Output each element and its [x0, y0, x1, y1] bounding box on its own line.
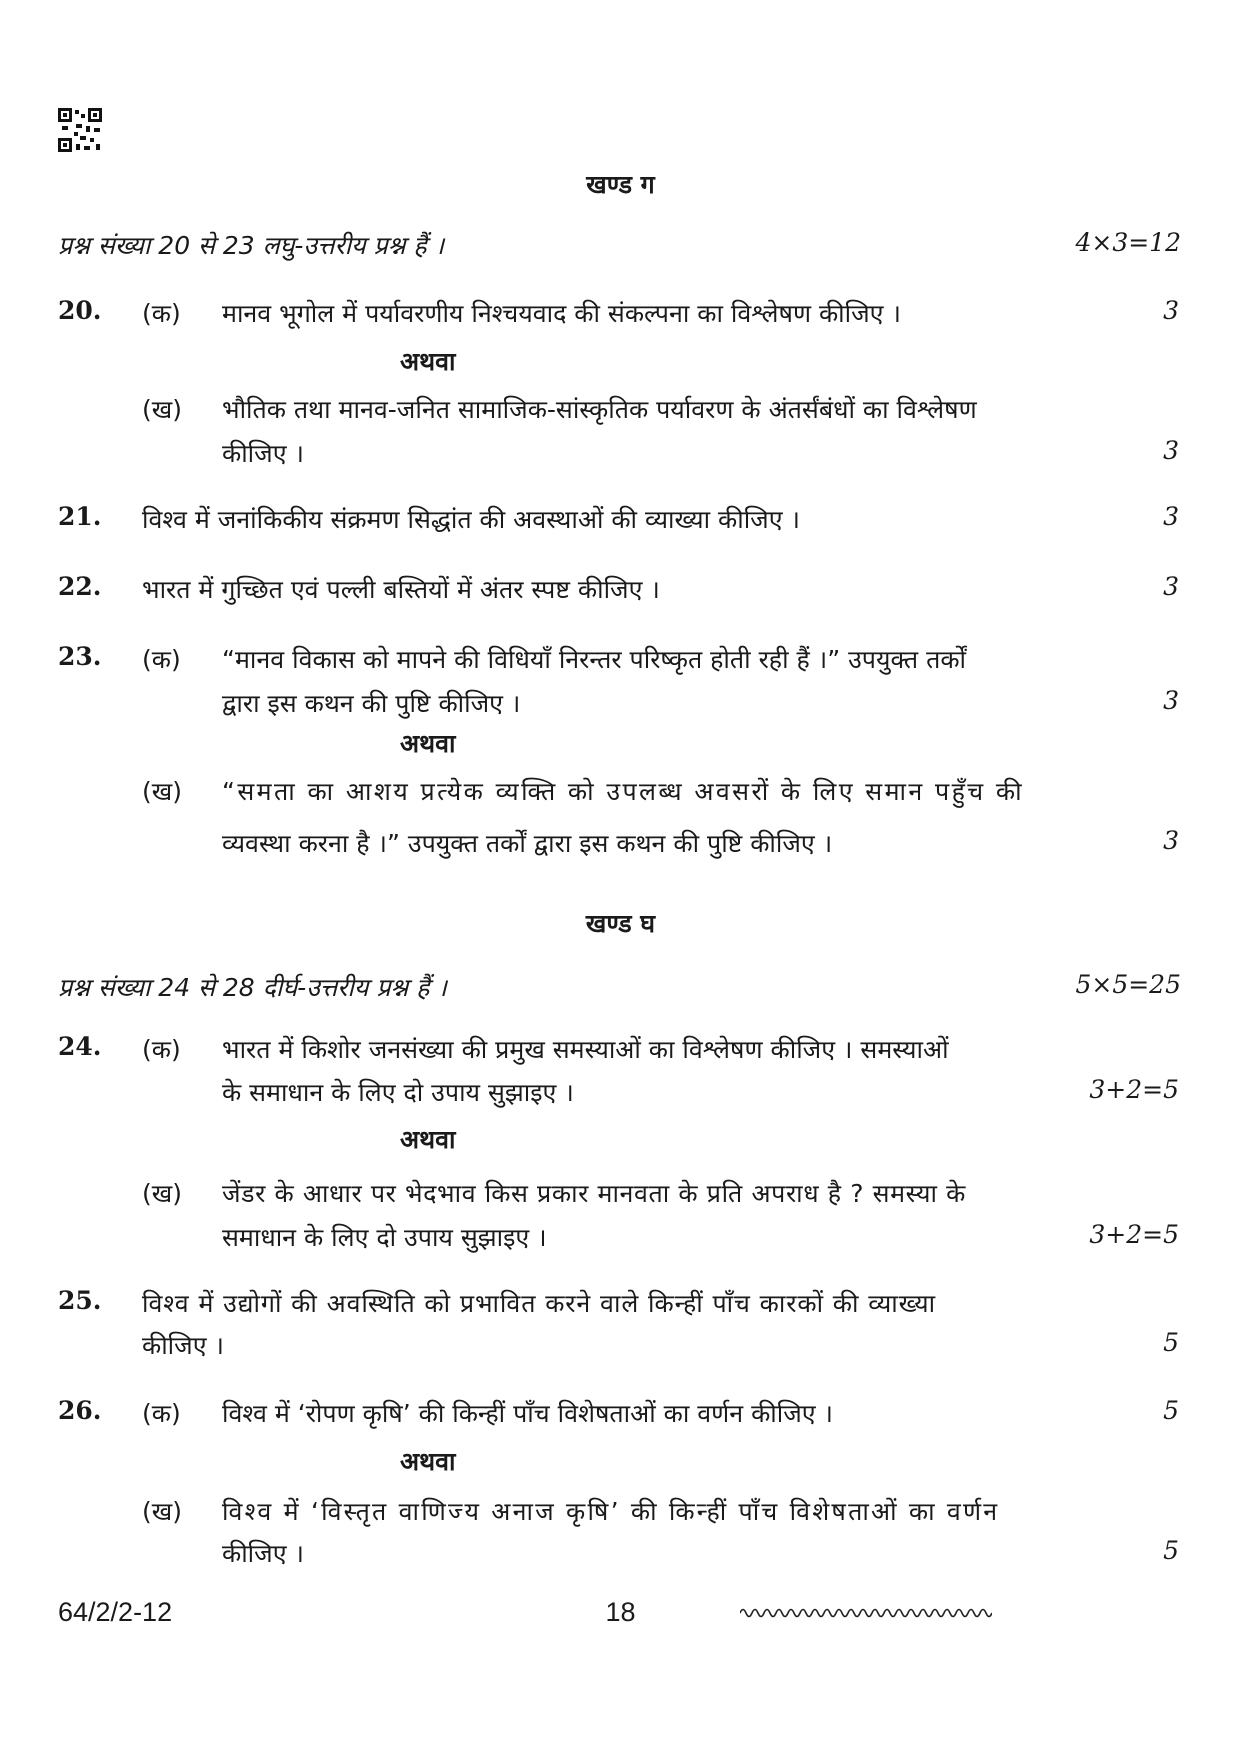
option-label: (क) — [142, 1399, 181, 1428]
question-marks: 3+2=5 — [1089, 1220, 1179, 1249]
section-c-heading: खण्ड ग — [586, 170, 655, 199]
question-text: कीजिए । — [222, 1539, 304, 1568]
question-text: विश्व में उद्योगों की अवस्थिति को प्रभावित करने वाले किन्हीं पाँच कारकों की व्याख्या — [142, 1289, 937, 1318]
question-number: 22. — [58, 572, 102, 601]
section-d-marks: 5×5=25 — [1075, 970, 1181, 999]
question-marks: 3 — [1163, 686, 1179, 715]
or-label: अथवा — [400, 729, 456, 758]
question-text: भारत में किशोर जनसंख्या की प्रमुख समस्याओं का विश्लेषण कीजिए । समस्याओं — [222, 1035, 949, 1064]
question-number: 24. — [58, 1032, 102, 1061]
question-text: भौतिक तथा मानव-जनित सामाजिक-सांस्कृतिक पर्यावरण के अंतर्संबंधों का विश्लेषण — [222, 395, 977, 424]
question-text: भारत में गुच्छित एवं पल्ली बस्तियों में अंतर स्पष्ट कीजिए । — [142, 575, 660, 604]
question-text: जेंडर के आधार पर भेदभाव किस प्रकार मानवता के प्रति अपराध है ? समस्या के — [222, 1179, 966, 1208]
question-text: कीजिए । — [142, 1331, 224, 1360]
option-label: (ख) — [142, 777, 182, 806]
question-marks: 5 — [1163, 1328, 1179, 1357]
question-text: मानव भूगोल में पर्यावरणीय निश्चयवाद की संकल्पना का विश्लेषण कीजिए । — [222, 299, 901, 328]
question-text: कीजिए । — [222, 439, 304, 468]
question-number: 26. — [58, 1396, 102, 1425]
option-label: (क) — [142, 1035, 181, 1064]
question-text: “मानव विकास को मापने की विधियाँ निरन्तर परिष्कृत होती रही हैं ।” उपयुक्त तर्कों — [222, 645, 967, 674]
question-text: “समता का आशय प्रत्येक व्यक्ति को उपलब्ध अवसरों के लिए समान पहुँच की — [222, 777, 1024, 806]
question-text: विश्व में ‘विस्तृत वाणिज्य अनाज कृषि’ की किन्हीं पाँच विशेषताओं का वर्णन — [222, 1497, 1000, 1526]
option-label: (क) — [142, 645, 181, 674]
question-text: विश्व में जनांकिकीय संक्रमण सिद्धांत की अवस्थाओं की व्याख्या कीजिए । — [142, 505, 800, 534]
question-marks: 3 — [1163, 502, 1179, 531]
question-marks: 3+2=5 — [1089, 1075, 1179, 1104]
question-text: व्यवस्था करना है ।” उपयुक्त तर्कों द्वारा इस कथन की पुष्टि कीजिए । — [222, 829, 833, 858]
option-label: (ख) — [142, 395, 182, 424]
question-marks: 3 — [1163, 572, 1179, 601]
or-label: अथवा — [400, 1125, 456, 1154]
question-number: 25. — [58, 1286, 102, 1315]
section-d-instruction-text: प्रश्न संख्या 24 से 28 दीर्घ-उत्तरीय प्रश्न हैं । — [58, 973, 447, 1002]
question-text: विश्व में ‘रोपण कृषि’ की किन्हीं पाँच विशेषताओं का वर्णन कीजिए । — [222, 1399, 834, 1428]
section-c-instruction-text: प्रश्न संख्या 20 से 23 लघु-उत्तरीय प्रश्न हैं । — [58, 231, 445, 260]
paper-code: 64/2/2-12 — [58, 1597, 173, 1627]
section-c-instruction — [58, 228, 1181, 262]
option-label: (ख) — [142, 1497, 182, 1526]
page-number: 18 — [605, 1597, 636, 1627]
section-d-heading: खण्ड घ — [585, 909, 656, 938]
question-marks: 5 — [1163, 1536, 1179, 1565]
question-number: 23. — [58, 642, 102, 671]
or-label: अथवा — [400, 347, 456, 376]
wavy-line-icon — [740, 1606, 992, 1620]
qr-code-icon — [58, 108, 102, 152]
question-marks: 5 — [1163, 1396, 1179, 1425]
question-marks: 3 — [1163, 436, 1179, 465]
question-number: 20. — [58, 296, 102, 325]
section-c-marks: 4×3=12 — [1075, 228, 1181, 257]
question-marks: 3 — [1163, 296, 1179, 325]
question-text: समाधान के लिए दो उपाय सुझाइए । — [222, 1223, 547, 1252]
option-label: (क) — [142, 299, 181, 328]
or-label: अथवा — [400, 1447, 456, 1476]
question-number: 21. — [58, 502, 102, 531]
section-d-instruction — [58, 970, 1181, 1004]
question-marks: 3 — [1163, 826, 1179, 855]
question-text: के समाधान के लिए दो उपाय सुझाइए । — [222, 1078, 574, 1107]
question-text: द्वारा इस कथन की पुष्टि कीजिए । — [222, 689, 521, 718]
option-label: (ख) — [142, 1179, 182, 1208]
